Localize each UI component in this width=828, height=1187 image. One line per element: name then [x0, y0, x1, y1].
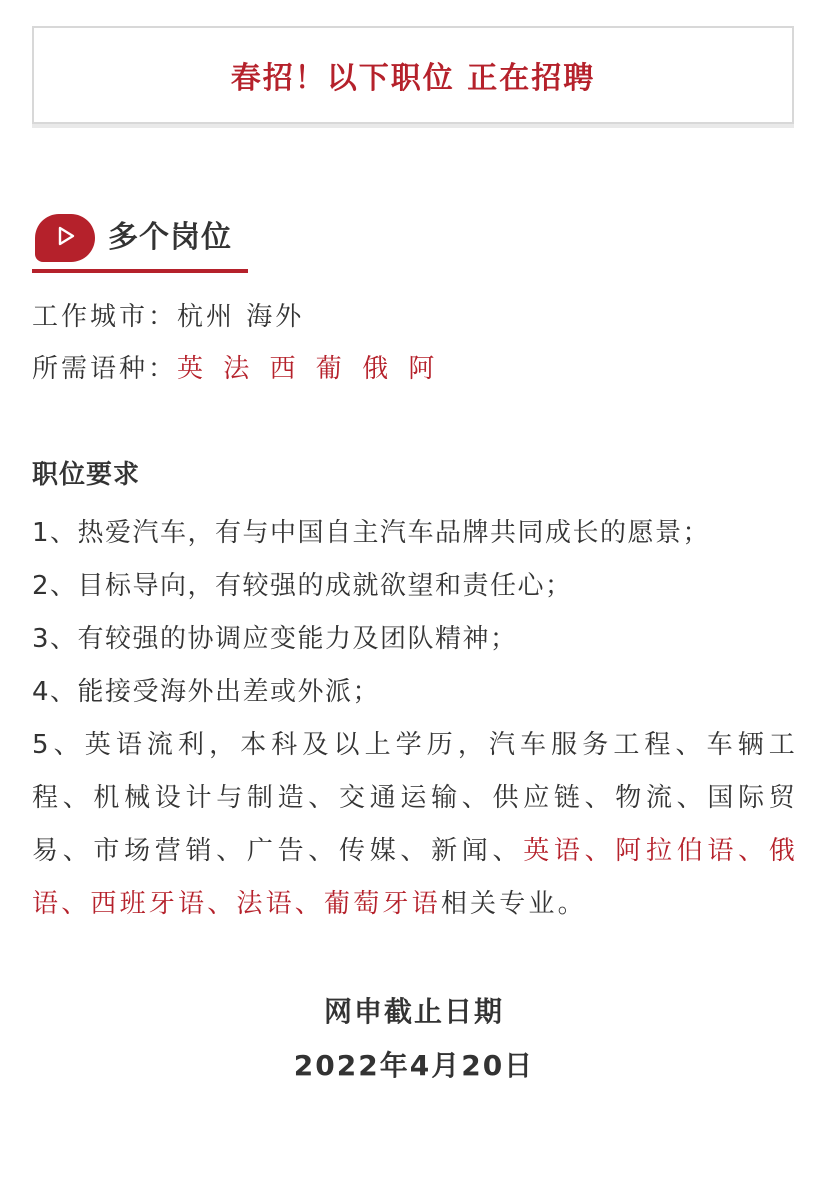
requirement-item: 4、能接受海外出差或外派；	[32, 677, 381, 707]
requirement-item: 3、有较强的协调应变能力及团队精神；	[32, 624, 518, 654]
requirement-5-highlight: 英语、阿拉伯语、俄语、西班牙语、法语、葡萄牙语	[32, 836, 798, 919]
requirement-5-suffix: 相关专业。	[440, 889, 587, 919]
deadline-label: 网申截止日期	[323, 995, 504, 1028]
header-banner	[32, 26, 794, 124]
language-label: 所需语种：	[32, 354, 178, 384]
requirement-item: 1、热爱汽车，有与中国自主汽车品牌共同成长的愿景；	[32, 518, 711, 548]
requirement-5-text: 5、英语流利，本科及以上学历，汽车服务工程、车辆工程、机械设计与制造、交通运输、供应链、物流、国际贸易、市场营销、广告、传媒、新闻、	[32, 730, 798, 866]
section-underline	[32, 269, 248, 273]
requirement-item: 2、目标导向，有较强的成就欲望和责任心；	[32, 571, 573, 601]
section-badge	[35, 214, 95, 262]
section-header	[32, 208, 248, 274]
work-city-label: 工作城市：	[32, 302, 178, 332]
banner-title: 春招！以下职位 正在招聘	[230, 61, 596, 96]
work-city-line	[32, 297, 304, 337]
play-icon	[54, 225, 76, 251]
requirements-list	[32, 507, 798, 931]
work-city-value: 杭州 海外	[177, 302, 305, 332]
language-line	[32, 349, 440, 389]
requirement-item	[32, 719, 798, 931]
deadline-date: 2022年4月20日	[293, 1049, 535, 1082]
requirements-title: 职位要求	[32, 460, 141, 490]
section-title: 多个岗位	[108, 220, 232, 255]
language-value: 英 法 西 葡 俄 阿	[177, 354, 441, 384]
